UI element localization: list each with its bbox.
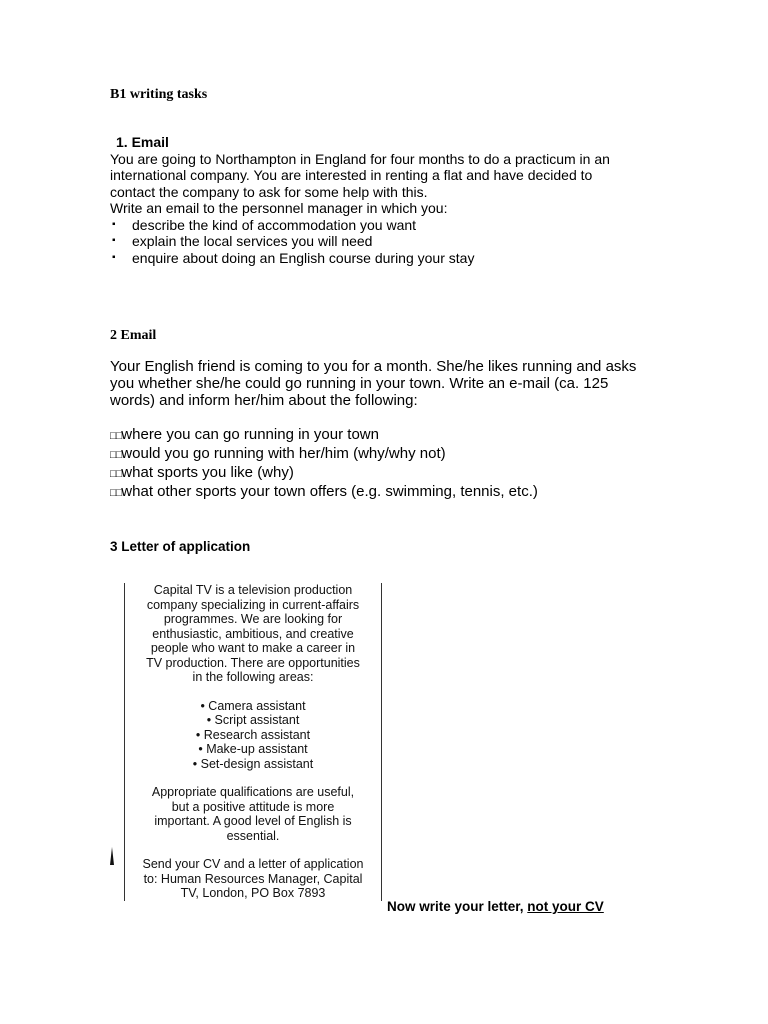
advert-contact-line: TV, London, PO Box 7893	[180, 886, 326, 900]
task1-bullet-text: describe the kind of accommodation you want	[132, 216, 417, 233]
instruction-text: Now write your letter,	[387, 899, 524, 914]
advert-qualification-line: but a positive attitude is more	[171, 799, 335, 814]
advert-contact-line: to: Human Resources Manager, Capital	[143, 871, 363, 886]
advert-intro-line: programmes. We are looking for	[163, 612, 343, 626]
task1-line: Write an email to the personnel manager in which you:	[110, 200, 448, 216]
box-bullet-icon: □□	[110, 449, 122, 461]
advert-qualification-line: Appropriate qualifications are useful,	[151, 785, 355, 799]
task1-bullet	[110, 250, 710, 267]
instruction-underlined-text: not your CV	[527, 899, 604, 914]
advert-intro-line: in the following areas:	[192, 670, 314, 684]
advert-intro-line: Capital TV is a television production	[153, 583, 353, 597]
advert-qualification-line: essential.	[226, 828, 280, 843]
advert-qualification-line: important. A good level of English is	[154, 814, 352, 828]
task2-line: Your English friend is coming to you for a month. She/he likes running and asks	[110, 358, 637, 375]
task2-line: words) and inform her/him about the following:	[110, 392, 418, 409]
task2-bullet	[110, 464, 730, 483]
task1-line: You are going to Northampton in England for four months to do a practicum in an	[110, 150, 610, 167]
advert-intro-line: TV production. There are opportunities	[146, 655, 360, 670]
square-bullet-icon: ▪	[112, 251, 116, 263]
advert-area-item: • Research assistant	[195, 727, 311, 742]
advert-area-item: • Make-up assistant	[198, 742, 308, 756]
box-bullet-icon: □□	[110, 468, 122, 480]
advert-intro-line: enthusiastic, ambitious, and creative	[152, 626, 354, 641]
task1-line: international company. You are interested in renting a flat and have decided to	[110, 167, 593, 183]
advert-intro-line: people who want to make a career in	[150, 641, 356, 655]
task2-bullet-text: would you go running with her/him (why/why not)	[121, 445, 446, 462]
advert-contact-line: Send your CV and a letter of application	[142, 857, 364, 871]
advert-area-item: • Script assistant	[206, 713, 300, 727]
task2-bullet	[110, 426, 730, 445]
advert-area-item: • Set-design assistant	[192, 756, 314, 771]
scan-mark	[110, 847, 114, 865]
task1-bullet-text: enquire about doing an English course during your stay	[132, 249, 475, 266]
task1-bullet-text: explain the local services you will need	[132, 233, 373, 249]
task2-section	[110, 358, 730, 502]
task2-bullet-text: what other sports your town offers (e.g. swimming, tennis, etc.)	[121, 483, 538, 500]
advert-intro-line: company specializing in current-affairs	[146, 597, 360, 612]
job-advert-box	[124, 583, 382, 901]
box-bullet-icon: □□	[110, 430, 122, 442]
task1-section	[110, 134, 710, 266]
task3-instruction	[387, 899, 604, 914]
task2-bullet-text: where you can go running in your town	[121, 426, 379, 443]
task1-bullet	[110, 217, 710, 234]
document-title: B1 writing tasks	[110, 87, 208, 102]
task2-bullet	[110, 445, 730, 464]
box-bullet-icon: □□	[110, 487, 122, 499]
task2-bullet	[110, 483, 730, 502]
square-bullet-icon: ▪	[112, 235, 116, 246]
task3-heading: 3 Letter of application	[110, 539, 251, 554]
task1-line: contact the company to ask for some help with this.	[110, 183, 428, 200]
advert-area-item: • Camera assistant	[200, 698, 306, 713]
task2-bullet-text: what sports you like (why)	[121, 464, 294, 481]
task1-bullet	[110, 233, 710, 250]
task1-heading: 1. Email	[116, 134, 169, 150]
task2-line: you whether she/he could go running in your town. Write an e-mail (ca. 125	[110, 375, 609, 392]
task2-heading: 2 Email	[110, 328, 157, 343]
square-bullet-icon: ▪	[112, 218, 116, 230]
